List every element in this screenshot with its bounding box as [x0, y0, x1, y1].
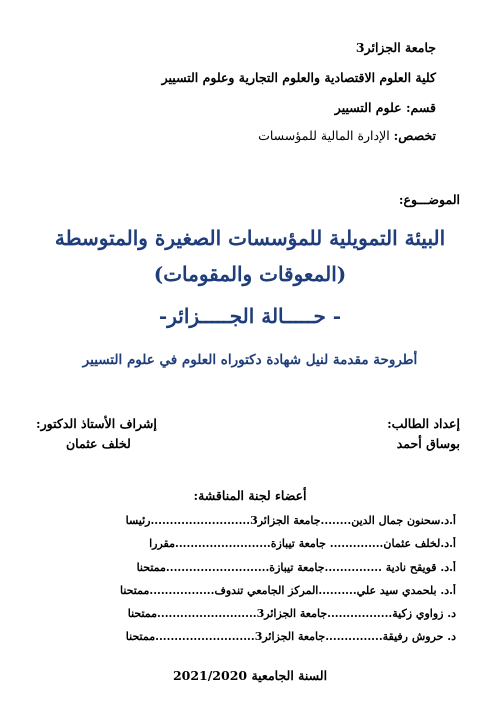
thesis-title-line-1: البيئة التمويلية للمؤسسات الصغيرة والمتوسطة — [54, 226, 446, 250]
specialty-label: تخصص: — [393, 128, 436, 143]
supervisor-label: إشراف الأستاذ الدكتور: — [36, 416, 157, 431]
committee-title: أعضاء لجنة المناقشة: — [193, 488, 307, 503]
committee-member: أ.د.لخلف عثمان.............. جامعة تيبازة.........................مقررا — [149, 537, 456, 551]
subject-label: الموضـــوع: — [398, 192, 460, 207]
thesis-title-line-2: (المعوقات والمقومات) — [153, 262, 347, 286]
academic-year: السنة الجامعية 2021/2020 — [172, 668, 328, 683]
student-name: بوساق أحمد — [396, 436, 460, 451]
supervisor-name: لخلف عثمان — [66, 436, 131, 451]
committee-member: أ.د. قويقح نادية ...............جامعة تيبازة...........................ممتحنا — [136, 560, 456, 574]
student-label: إعداد الطالب: — [387, 416, 460, 431]
university-name: جامعة الجزائر3 — [355, 40, 436, 55]
committee-member: د. حروش رفيقة...............جامعة الجزائر3..........................ممتحنا — [125, 630, 456, 644]
committee-members-list — [26, 514, 456, 654]
faculty-name: كلية العلوم الاقتصادية والعلوم التجارية وعلوم التسيير — [161, 70, 436, 85]
specialty-value: الإدارة المالية للمؤسسات — [258, 128, 390, 143]
committee-member: أ.د.سحنون جمال الدين........جامعة الجزائر3..........................رئيسا — [125, 514, 456, 527]
department-name: قسم: علوم التسيير — [334, 100, 436, 115]
specialty-line — [116, 128, 436, 143]
committee-member: أ.د. بلحمدي سيد علي..........المركز الجامعي تندوف.................ممتحنا — [120, 583, 456, 597]
committee-member: د. زواوي زكية.................جامعة الجزائر3..........................ممتحنا — [127, 607, 456, 621]
thesis-statement: أطروحة مقدمة لنيل شهادة دكتوراه العلوم في علوم التسيير — [82, 352, 418, 368]
thesis-title-line-3: - حـــــالة الجـــــزائر- — [158, 304, 342, 328]
